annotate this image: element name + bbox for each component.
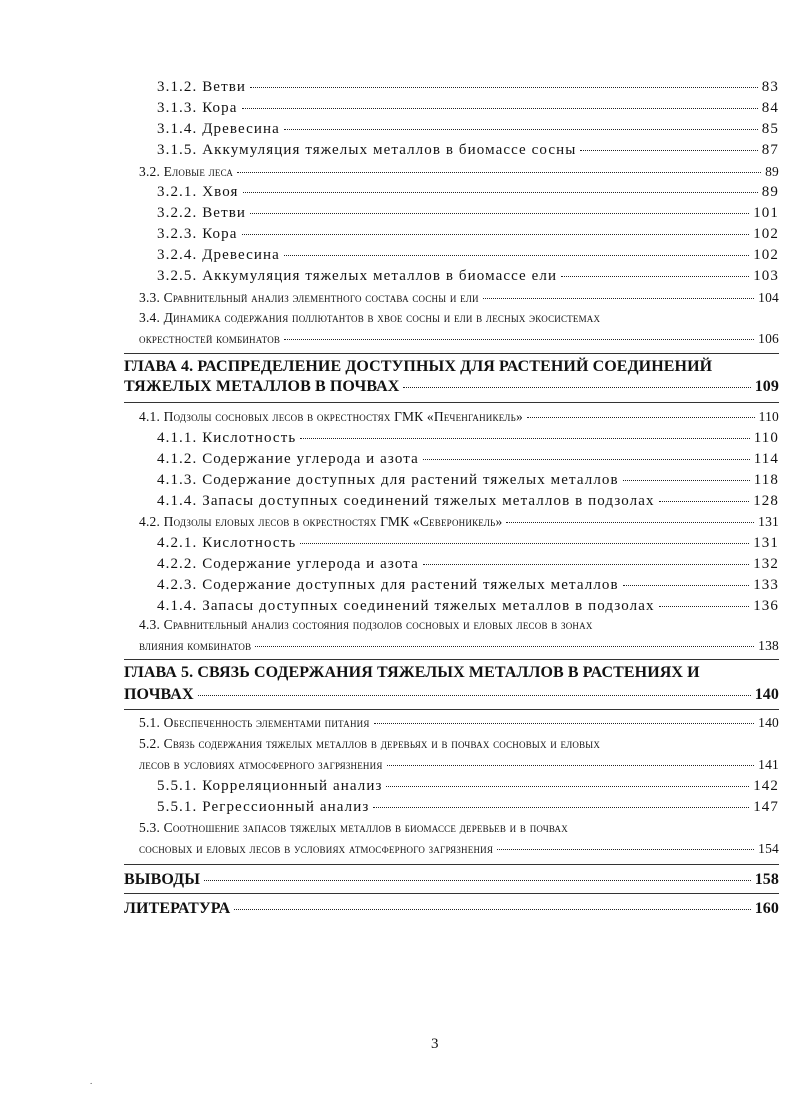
- chapter-heading-first-line: ГЛАВА 5. СВЯЗЬ СОДЕРЖАНИЯ ТЯЖЕЛЫХ МЕТАЛЛОВ В РАСТЕНИЯХ И: [124, 664, 700, 681]
- toc-leader: [423, 564, 749, 565]
- toc-leader: [284, 129, 758, 130]
- toc-page-number: 104: [758, 290, 779, 305]
- toc-page-number: 89: [765, 164, 779, 179]
- toc-entry-title: 4.2.3. Содержание доступных для растений тяжелых металлов: [157, 577, 619, 593]
- toc-entry: [139, 638, 779, 654]
- toc-entry-title: 3.3. Сравнительный анализ элементного состава сосны и ели: [139, 290, 479, 305]
- toc-leader: [580, 150, 757, 151]
- toc-entry-title: 5.5.1. Корреляционный анализ: [157, 778, 383, 794]
- chapter-heading-first-line: ГЛАВА 4. РАСПРЕДЕЛЕНИЕ ДОСТУПНЫХ ДЛЯ РАСТЕНИЙ СОЕДИНЕНИЙ: [124, 358, 713, 375]
- toc-entry-title: ВЫВОДЫ: [124, 871, 201, 888]
- toc-page-number: 131: [753, 535, 779, 551]
- toc-entry-title: 4.1.1. Кислотность: [157, 430, 297, 446]
- toc-page-number: 110: [753, 430, 779, 446]
- toc-leader: [387, 765, 755, 766]
- toc-entry: [157, 493, 779, 510]
- toc-entry: [139, 290, 779, 306]
- scan-mark: .: [90, 1076, 93, 1086]
- toc-leader: [386, 786, 749, 787]
- toc-leader: [374, 723, 755, 724]
- toc-entry: [139, 164, 779, 180]
- toc-leader: [234, 909, 750, 910]
- toc-leader: [423, 459, 750, 460]
- toc-entry-title: 4.1. Подзолы сосновых лесов в окрестностях ГМК «Печенганикель»: [139, 409, 523, 424]
- toc-entry-title: 3.2.4. Древесина: [157, 247, 280, 263]
- toc-entry: [139, 514, 779, 530]
- toc-entry-title: ПОЧВАХ: [124, 686, 194, 703]
- toc-entry-title: 5.5.1. Регрессионный анализ: [157, 799, 370, 815]
- toc-entry-title: лесов в условиях атмосферного загрязнения: [139, 757, 383, 772]
- toc-entry-title: влияния комбинатов: [139, 638, 252, 653]
- toc-leader: [255, 646, 754, 647]
- toc-entry-title: ЛИТЕРАТУРА: [124, 900, 231, 917]
- chapter-heading: [124, 871, 779, 889]
- toc-entry-title: 4.2. Подзолы еловых лесов в окрестностях ГМК «Североникель»: [139, 514, 503, 529]
- toc-page-number: 102: [753, 247, 779, 263]
- toc-page-number: 87: [761, 142, 779, 158]
- toc-page-number: 109: [754, 378, 779, 395]
- toc-entry-title: окрестностей комбинатов: [139, 331, 281, 346]
- toc-entry-title: 3.2.3. Кора: [157, 226, 238, 242]
- toc-page-number: 141: [758, 757, 779, 772]
- toc-entry-title: 3.2.2. Ветви: [157, 205, 247, 221]
- toc-page-number: 132: [753, 556, 779, 572]
- toc-entry: [157, 598, 779, 615]
- toc-page-number: 140: [754, 686, 779, 703]
- toc-entry: [157, 778, 779, 795]
- chapter-divider: [124, 659, 779, 660]
- toc-page-number: 110: [758, 409, 779, 424]
- toc-leader: [300, 543, 749, 544]
- toc-page-number: 114: [753, 451, 779, 467]
- toc-entry-title: 5.1. Обеспеченность элементами питания: [139, 715, 370, 730]
- toc-leader: [237, 172, 761, 173]
- toc-page-number: 128: [753, 493, 779, 509]
- toc-entry-title: 4.1.3. Содержание доступных для растений тяжелых металлов: [157, 472, 619, 488]
- toc-page-number: 102: [753, 226, 779, 242]
- chapter-divider: [124, 709, 779, 710]
- toc-entry: [157, 142, 779, 159]
- toc-leader: [403, 387, 750, 388]
- toc-entry-first-line: 5.2. Связь содержания тяжелых металлов в деревьях и в почвах сосновых и еловых: [139, 736, 601, 751]
- toc-leader: [242, 234, 750, 235]
- toc-entry-title: 4.1.4. Запасы доступных соединений тяжелых металлов в подзолах: [157, 598, 655, 614]
- toc-entry-title: 4.2.2. Содержание углерода и азота: [157, 556, 419, 572]
- toc-leader: [527, 417, 755, 418]
- toc-leader: [204, 880, 751, 881]
- toc-entry-title: 3.1.2. Ветви: [157, 79, 247, 95]
- toc-entry: [139, 331, 779, 347]
- toc-leader: [284, 255, 749, 256]
- toc-entry: [157, 205, 779, 222]
- toc-page-number: 101: [753, 205, 779, 221]
- toc-entry-title: сосновых и еловых лесов в условиях атмосферного загрязнения: [139, 841, 494, 856]
- chapter-divider: [124, 893, 779, 894]
- chapter-divider: [124, 864, 779, 865]
- toc-entry: [157, 451, 779, 468]
- toc-leader: [243, 192, 758, 193]
- toc-entry: [157, 268, 779, 285]
- toc-page-number: 133: [753, 577, 779, 593]
- toc-page-number: 154: [758, 841, 779, 856]
- toc-leader: [623, 480, 750, 481]
- toc-page-number: 160: [754, 900, 779, 917]
- toc-entry-title: 3.1.3. Кора: [157, 100, 238, 116]
- toc-leader: [483, 298, 754, 299]
- toc-entry: [157, 556, 779, 573]
- toc-entry: [157, 577, 779, 594]
- toc-entry-first-line: 5.3. Соотношение запасов тяжелых металлов в биомассе деревьев и в почвах: [139, 820, 568, 835]
- toc-entry: [157, 472, 779, 489]
- toc-entry-title: 3.2.5. Аккумуляция тяжелых металлов в биомассе ели: [157, 268, 558, 284]
- chapter-divider: [124, 402, 779, 403]
- chapter-heading: [124, 900, 779, 918]
- toc-page-number: 83: [761, 79, 779, 95]
- toc-entry-title: 3.1.4. Древесина: [157, 121, 280, 137]
- toc-page-number: 131: [758, 514, 779, 529]
- toc-entry: [157, 121, 779, 138]
- toc-entry-first-line: 4.3. Сравнительный анализ состояния подзолов сосновых и еловых лесов в зонах: [139, 617, 593, 632]
- toc-entry: [139, 409, 779, 425]
- toc-page-number: 142: [753, 778, 779, 794]
- toc-entry-title: ТЯЖЕЛЫХ МЕТАЛЛОВ В ПОЧВАХ: [124, 378, 400, 395]
- toc-entry-title: 4.1.2. Содержание углерода и азота: [157, 451, 419, 467]
- toc-leader: [373, 807, 749, 808]
- toc-page-number: 118: [753, 472, 779, 488]
- toc-leader: [561, 276, 749, 277]
- toc-entry: [157, 226, 779, 243]
- toc-page-number: 138: [758, 638, 779, 653]
- toc-entry: [157, 535, 779, 552]
- toc-entry: [157, 100, 779, 117]
- toc-entry-first-line: 3.4. Динамика содержания поллютантов в хвое сосны и ели в лесных экосистемах: [139, 310, 601, 325]
- chapter-heading: [124, 378, 779, 396]
- toc-entry-title: 3.1.5. Аккумуляция тяжелых металлов в биомассе сосны: [157, 142, 577, 158]
- toc-entry: [157, 79, 779, 96]
- toc-page-number: 136: [753, 598, 779, 614]
- toc-page-number: 89: [761, 184, 779, 200]
- toc-page-number: 103: [753, 268, 779, 284]
- toc-leader: [623, 585, 749, 586]
- chapter-divider: [124, 353, 779, 354]
- toc-entry: [157, 799, 779, 816]
- toc-entry: [139, 841, 779, 857]
- toc-leader: [497, 849, 754, 850]
- toc-entry-title: 4.1.4. Запасы доступных соединений тяжелых металлов в подзолах: [157, 493, 655, 509]
- toc-leader: [250, 87, 758, 88]
- toc-leader: [506, 522, 754, 523]
- toc-page-number: 140: [758, 715, 779, 730]
- toc-entry-title: 3.2.1. Хвоя: [157, 184, 239, 200]
- toc-leader: [198, 695, 751, 696]
- toc-entry: [139, 715, 779, 731]
- toc-page-number: 106: [758, 331, 779, 346]
- toc-entry: [139, 757, 779, 773]
- page-number: 3: [431, 1036, 439, 1052]
- toc-entry: [157, 430, 779, 447]
- toc-leader: [250, 213, 749, 214]
- toc-page-number: 147: [753, 799, 779, 815]
- chapter-heading: [124, 686, 779, 704]
- toc-entry: [157, 184, 779, 201]
- toc-leader: [659, 606, 750, 607]
- toc-page-number: 158: [754, 871, 779, 888]
- toc-entry-title: 4.2.1. Кислотность: [157, 535, 297, 551]
- toc-page-number: 84: [761, 100, 779, 116]
- toc-entry-title: 3.2. Еловые леса: [139, 164, 234, 179]
- toc-leader: [300, 438, 749, 439]
- toc-leader: [659, 501, 750, 502]
- toc-leader: [284, 339, 754, 340]
- toc-page-number: 85: [761, 121, 779, 137]
- toc-leader: [242, 108, 758, 109]
- toc-entry: [157, 247, 779, 264]
